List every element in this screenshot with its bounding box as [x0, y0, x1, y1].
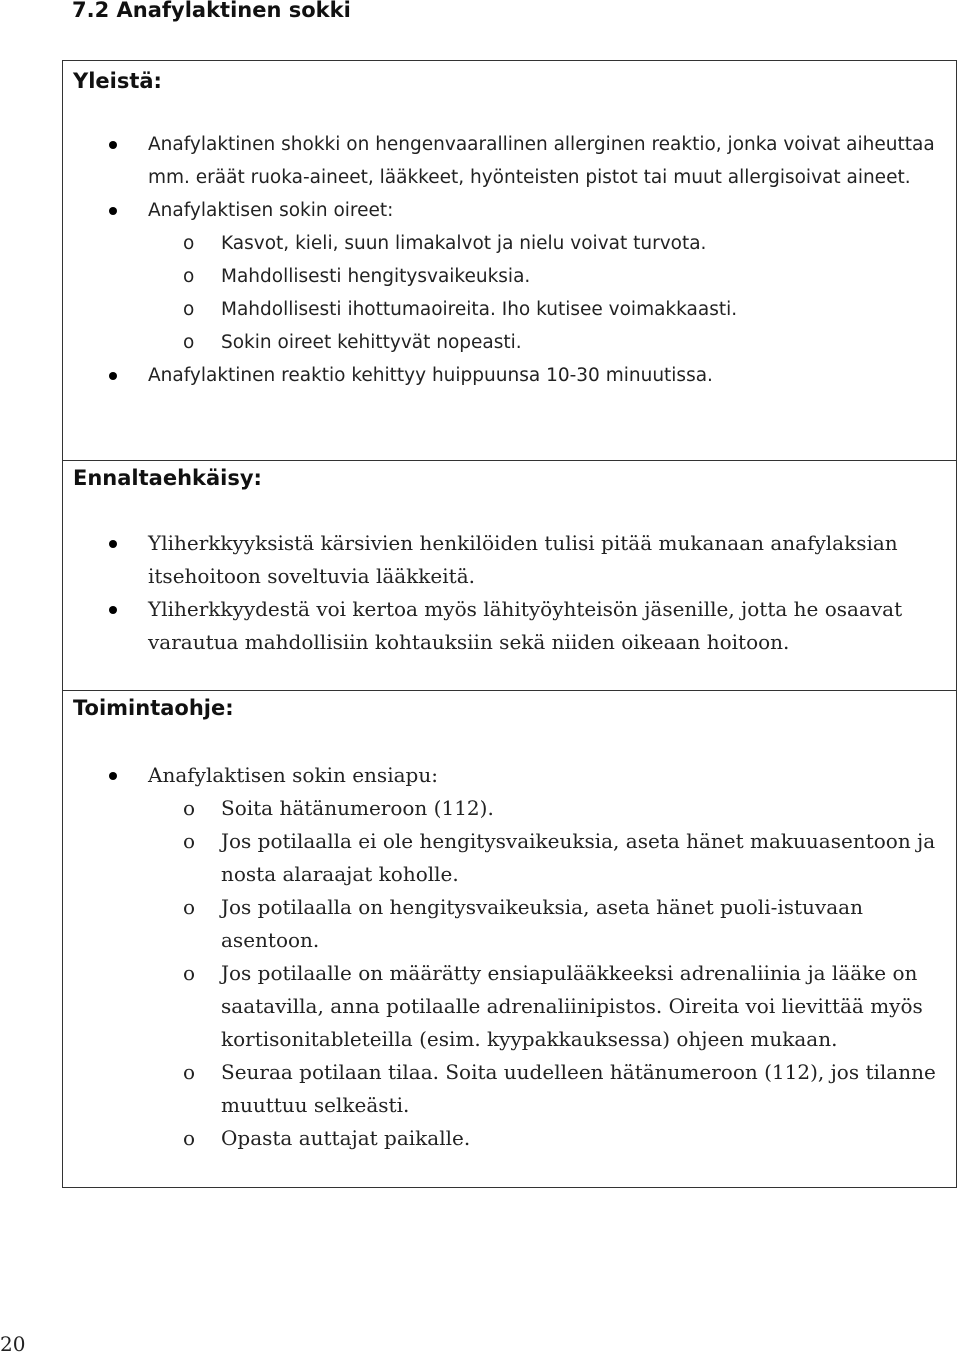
sub-list-item: o Mahdollisesti hengitysvaikeuksia. — [183, 266, 531, 287]
bullet-list — [63, 759, 956, 1155]
box-title: Yleistä: — [73, 69, 162, 93]
box-general — [62, 60, 957, 460]
list-item: Anafylaktisen sokin oireet: — [63, 194, 956, 227]
list-item: Anafylaktinen reaktio kehittyy huippuunsa 10-30 minuutissa. — [63, 359, 956, 392]
sub-list-item: o Mahdollisesti ihottumaoireita. Iho kutisee voimakkaasti. — [183, 299, 738, 320]
sub-list-item: o Jos potilaalle on määrätty ensiapulääkkeeksi adrenaliinia ja lääke on saatavilla, anna potilaalle adrenaliinipistos. Oireita voi lievittää myös kortisonitableteilla (esim. kyypakkauksessa) ohjeen mukaan. — [183, 961, 923, 1051]
bullet-dot — [109, 141, 117, 149]
bullet-dot — [109, 606, 117, 614]
bullet-dot — [109, 372, 117, 380]
list-item: Anafylaktinen shokki on hengenvaarallinen allerginen reaktio, jonka voivat aiheuttaa mm. eräät ruoka-aineet, lääkkeet, hyönteisten pistot tai muut allergisoivat aineet. — [63, 128, 956, 194]
box-instructions — [62, 690, 957, 1188]
sub-list-item: o Sokin oireet kehittyvät nopeasti. — [183, 332, 522, 353]
sub-list-item: o Soita hätänumeroon (112). — [183, 796, 494, 820]
bullet-list — [63, 128, 956, 392]
sub-list-item: o Opasta auttajat paikalle. — [183, 1126, 471, 1150]
sub-list-item: o Kasvot, kieli, suun limakalvot ja nielu voivat turvota. — [183, 233, 707, 254]
bullet-dot — [109, 540, 117, 548]
page-number: 20 — [0, 1332, 26, 1356]
list-item: Anafylaktisen sokin ensiapu: — [63, 759, 956, 792]
sub-list-item: o Seuraa potilaan tilaa. Soita uudelleen hätänumeroon (112), jos tilanne muuttuu selkeästi. — [183, 1060, 936, 1117]
bullet-dot — [109, 207, 117, 215]
box-title: Toimintaohje: — [73, 696, 234, 720]
box-title: Ennaltaehkäisy: — [73, 466, 262, 490]
list-item: Yliherkkyydestä voi kertoa myös lähityöyhteisön jäsenille, jotta he osaavat varautua mahdollisiin kohtauksiin sekä niiden oikeaan hoitoon. — [63, 593, 956, 659]
list-item: Yliherkkyyksistä kärsivien henkilöiden tulisi pitää mukanaan anafylaksian itsehoitoon soveltuvia lääkkeitä. — [63, 527, 956, 593]
box-prevention — [62, 460, 957, 690]
section-heading: 7.2 Anafylaktinen sokki — [72, 0, 351, 22]
bullet-dot — [109, 772, 117, 780]
bullet-list — [63, 527, 956, 659]
sub-list-item: o Jos potilaalla on hengitysvaikeuksia, aseta hänet puoli-istuvaan asentoon. — [183, 895, 863, 952]
sub-list-item: o Jos potilaalla ei ole hengitysvaikeuksia, aseta hänet makuuasentoon ja nosta alaraajat koholle. — [183, 829, 936, 886]
